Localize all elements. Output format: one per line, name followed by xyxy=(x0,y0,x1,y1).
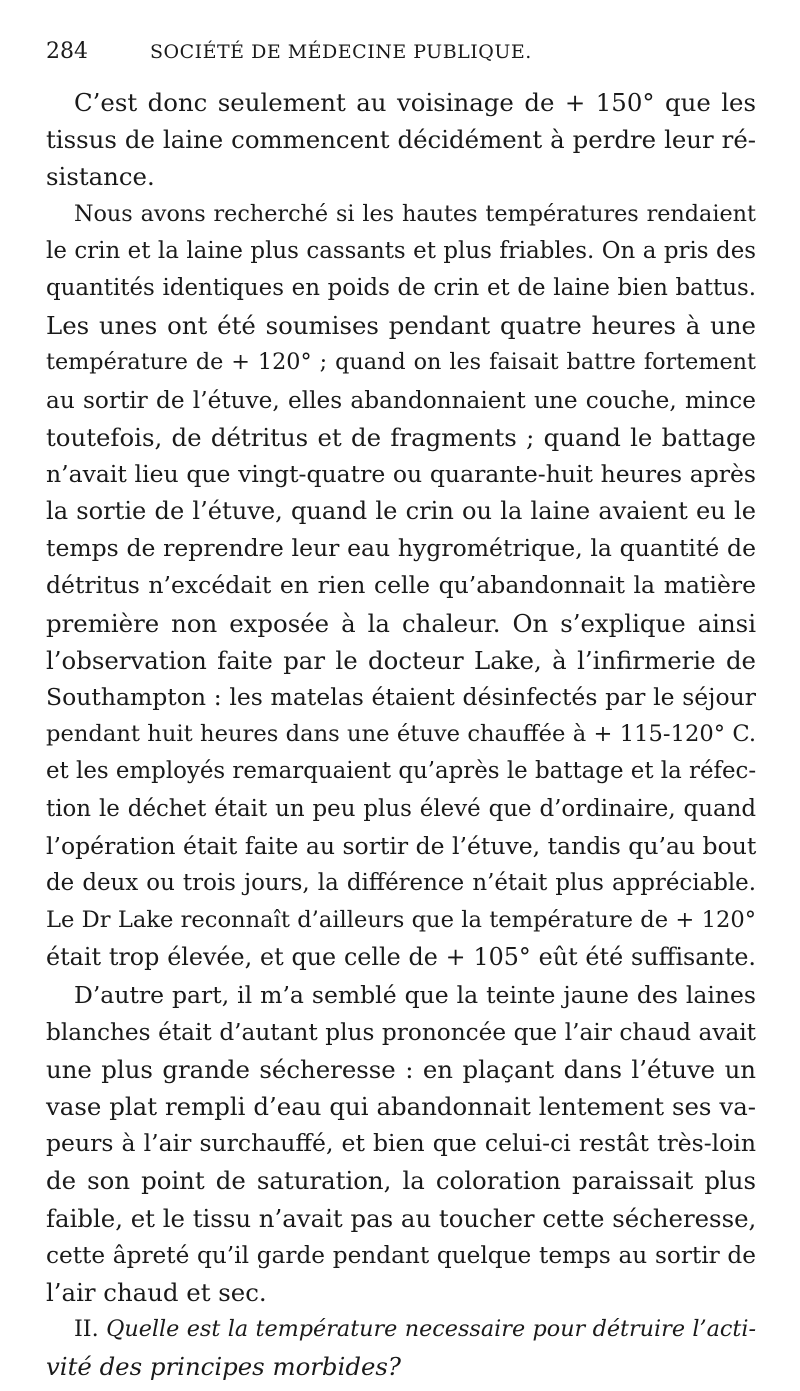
text-line: cette âpreté qu’il garde pendant quelque temps au sortir de xyxy=(46,1241,756,1269)
text-line: l’air chaud et sec. xyxy=(46,1278,267,1307)
text-line: pendant huit heures dans une étuve chauffée à + 115-120° C. xyxy=(46,721,756,748)
text-line: de deux ou trois jours, la différence n’était plus appréciable. xyxy=(46,869,756,896)
page-header xyxy=(46,36,746,68)
text-line: Le Dr Lake reconnaît d’ailleurs que la température de + 120° xyxy=(46,907,756,934)
running-head: SOCIÉTÉ DE MÉDECINE PUBLIQUE. xyxy=(150,41,532,63)
text-line: le crin et la laine plus cassants et plus friables. On a pris des xyxy=(46,237,756,264)
text-line: blanches était d’autant plus prononcée que l’air chaud avait xyxy=(46,1018,756,1046)
text-line: l’opération était faite au sortir de l’étuve, tandis qu’au bout xyxy=(46,831,757,860)
section-question-line: vité des principes morbides? xyxy=(46,1352,401,1382)
text-line: sistance. xyxy=(46,162,155,192)
text-line: temps de reprendre leur eau hygrométrique, la quantité de xyxy=(46,534,756,563)
text-line: Nous avons recherché si les hautes températures rendaient xyxy=(74,200,756,227)
text-line: température de + 120° ; quand on les faisait battre fortement xyxy=(46,349,756,376)
text-line: faible, et le tissu n’avait pas au toucher cette sécheresse, xyxy=(46,1203,757,1233)
text-line: première non exposée à la chaleur. On s’explique ainsi xyxy=(46,608,756,638)
question-number: II. xyxy=(74,1316,99,1343)
text-line: toutefois, de détritus et de fragments ; quand le battage xyxy=(46,422,756,452)
text-line: tissus de laine commencent décidément à perdre leur ré- xyxy=(46,125,756,155)
text-line: D’autre part, il m’a semblé que la teinte jaune des laines xyxy=(74,980,756,1009)
text-line: vase plat rempli d’eau qui abandonnait lentement ses va- xyxy=(46,1092,756,1122)
text-line: et les employés remarquaient qu’après le battage et la réfec- xyxy=(46,758,757,785)
text-line: de son point de saturation, la coloration paraissait plus xyxy=(46,1166,756,1196)
body-text xyxy=(46,84,756,1386)
text-line: au sortir de l’étuve, elles abandonnaient une couche, mince xyxy=(46,386,756,414)
text-line: était trop élevée, et que celle de + 105° eût été suffisante. xyxy=(46,943,756,972)
text-line: la sortie de l’étuve, quand le crin ou la laine avaient eu le xyxy=(46,497,756,526)
text-line: peurs à l’air surchauffé, et bien que celui-ci restât très-loin xyxy=(46,1129,756,1158)
page-number: 284 xyxy=(46,39,88,64)
text-line: n’avait lieu que vingt-quatre ou quarante-huit heures après xyxy=(46,459,756,488)
text-line: tion le déchet était un peu plus élevé que d’ordinaire, quand xyxy=(46,795,756,822)
text-line: Les unes ont été soumises pendant quatre heures à une xyxy=(46,311,756,341)
section-question-line xyxy=(46,1311,756,1348)
text-line: l’observation faite par le docteur Lake, à l’infirmerie de xyxy=(46,645,756,675)
question-text: Quelle est la température necessaire pour détruire l’acti- xyxy=(106,1316,756,1343)
text-line: C’est donc seulement au voisinage de + 150° que les xyxy=(74,88,756,117)
text-line: Southampton : les matelas étaient désinfectés par le séjour xyxy=(46,683,756,711)
text-line: quantités identiques en poids de crin et de laine bien battus. xyxy=(46,274,756,301)
text-line: détritus n’excédait en rien celle qu’abandonnait la matière xyxy=(46,571,756,600)
text-line: une plus grande sécheresse : en plaçant dans l’étuve un xyxy=(46,1054,756,1084)
